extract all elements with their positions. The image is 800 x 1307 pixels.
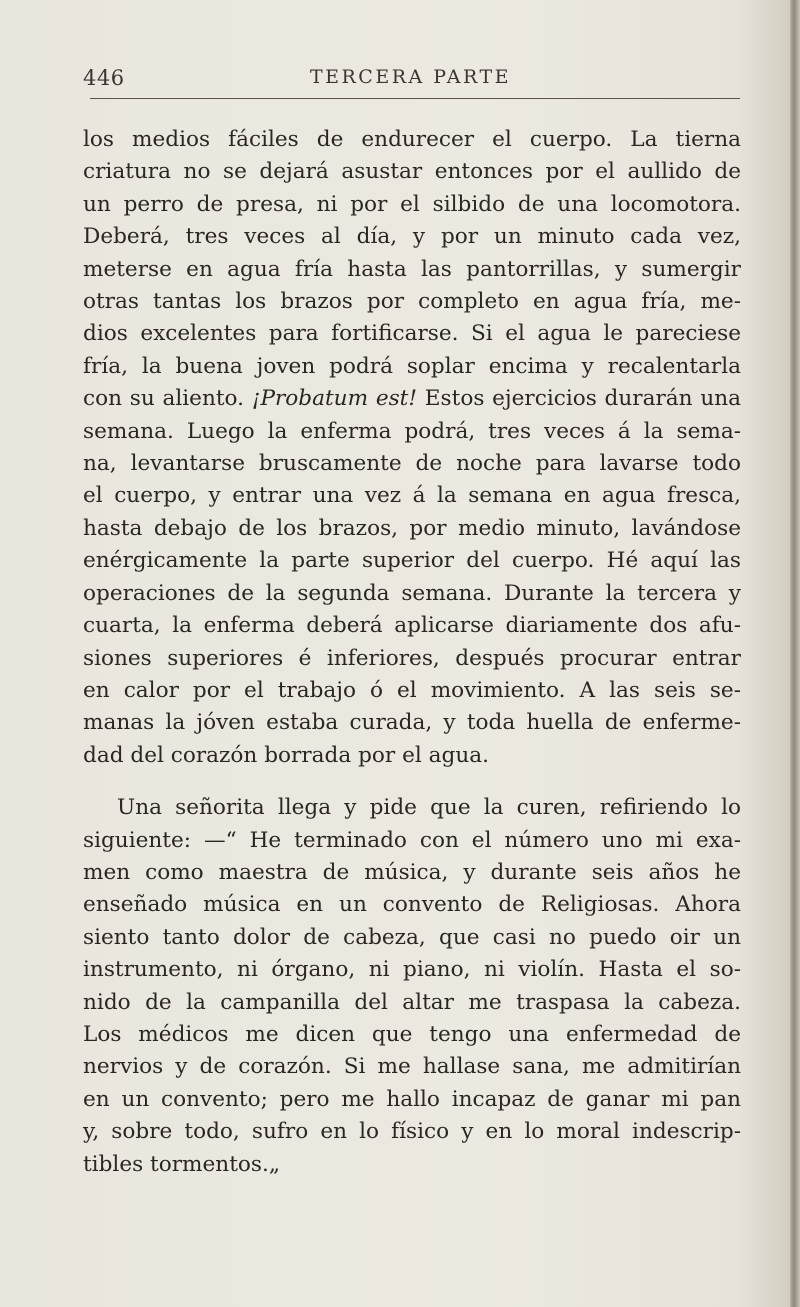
text-line: nervios y de corazón. Si me hallase sana, me admitirían	[83, 1054, 741, 1080]
body-text	[83, 124, 741, 1181]
text-line: instrumento, ni órgano, ni piano, ni violín. Hasta el so-	[83, 957, 741, 983]
latin-after: Estos ejercicios durarán una	[417, 386, 742, 412]
latin-before: con su aliento.	[83, 386, 252, 412]
paragraph-1	[83, 124, 741, 772]
text-line: en calor por el trabajo ó el movimiento. A las seis se-	[83, 677, 741, 703]
text-line: el cuerpo, y entrar una vez á la semana en agua fresca,	[83, 483, 741, 509]
text-line: otras tantas los brazos por completo en agua fría, me-	[83, 289, 741, 315]
text-line: tibles tormentos.„	[83, 1151, 281, 1177]
text-line: enérgicamente la parte superior del cuerpo. Hé aquí las	[83, 548, 741, 574]
text-line: na, levantarse bruscamente de noche para lavarse todo	[83, 451, 741, 477]
page-header	[83, 62, 738, 98]
text-line: Deberá, tres veces al día, y por un minuto cada vez,	[83, 224, 741, 250]
text-line: un perro de presa, ni por el silbido de una locomotora.	[83, 191, 741, 217]
header-rule	[90, 98, 740, 99]
paragraph-2	[83, 792, 741, 1181]
text-line: siguiente: —“ He terminado con el número uno mi exa-	[83, 827, 741, 853]
text-line: hasta debajo de los brazos, por medio minuto, lavándose	[83, 515, 741, 541]
text-line: dios excelentes para fortificarse. Si el agua le pareciese	[83, 321, 741, 347]
text-line: Los médicos me dicen que tengo una enfermedad de	[83, 1021, 741, 1047]
text-line: Una señorita llega y pide que la curen, refiriendo lo	[117, 795, 741, 821]
latin-phrase: ¡Probatum est!	[251, 386, 418, 412]
text-line: cuarta, la enferma deberá aplicarse diariamente dos afu-	[83, 613, 741, 639]
text-line: fría, la buena joven podrá soplar encima y recalentarla	[83, 353, 741, 379]
text-line: siento tanto dolor de cabeza, que casi no puedo oir un	[83, 924, 741, 950]
text-line: semana. Luego la enferma podrá, tres veces á la sema-	[83, 418, 741, 444]
text-line: dad del corazón borrada por el agua.	[83, 742, 490, 768]
text-line: nido de la campanilla del altar me traspasa la cabeza.	[83, 989, 741, 1015]
page-number: 446	[83, 66, 125, 90]
text-line: y, sobre todo, sufro en lo físico y en lo moral indescrip-	[83, 1119, 741, 1145]
text-line: enseñado música en un convento de Religiosas. Ahora	[83, 892, 741, 918]
page-edge	[790, 0, 800, 1307]
text-line: siones superiores é inferiores, después procurar entrar	[83, 645, 741, 671]
text-line: men como maestra de música, y durante seis años he	[83, 859, 741, 885]
text-line: en un convento; pero me hallo incapaz de ganar mi pan	[83, 1086, 741, 1112]
text-line: operaciones de la segunda semana. Durante la tercera y	[83, 580, 741, 606]
text-line: criatura no se dejará asustar entonces por el aullido de	[83, 159, 741, 185]
text-line: los medios fáciles de endurecer el cuerpo. La tierna	[83, 127, 741, 152]
text-line: manas la jóven estaba curada, y toda huella de enferme-	[83, 710, 741, 736]
text-line-latin	[83, 383, 741, 415]
running-head: TERCERA PARTE	[309, 66, 512, 88]
text-line: meterse en agua fría hasta las pantorrillas, y sumergir	[83, 256, 741, 282]
